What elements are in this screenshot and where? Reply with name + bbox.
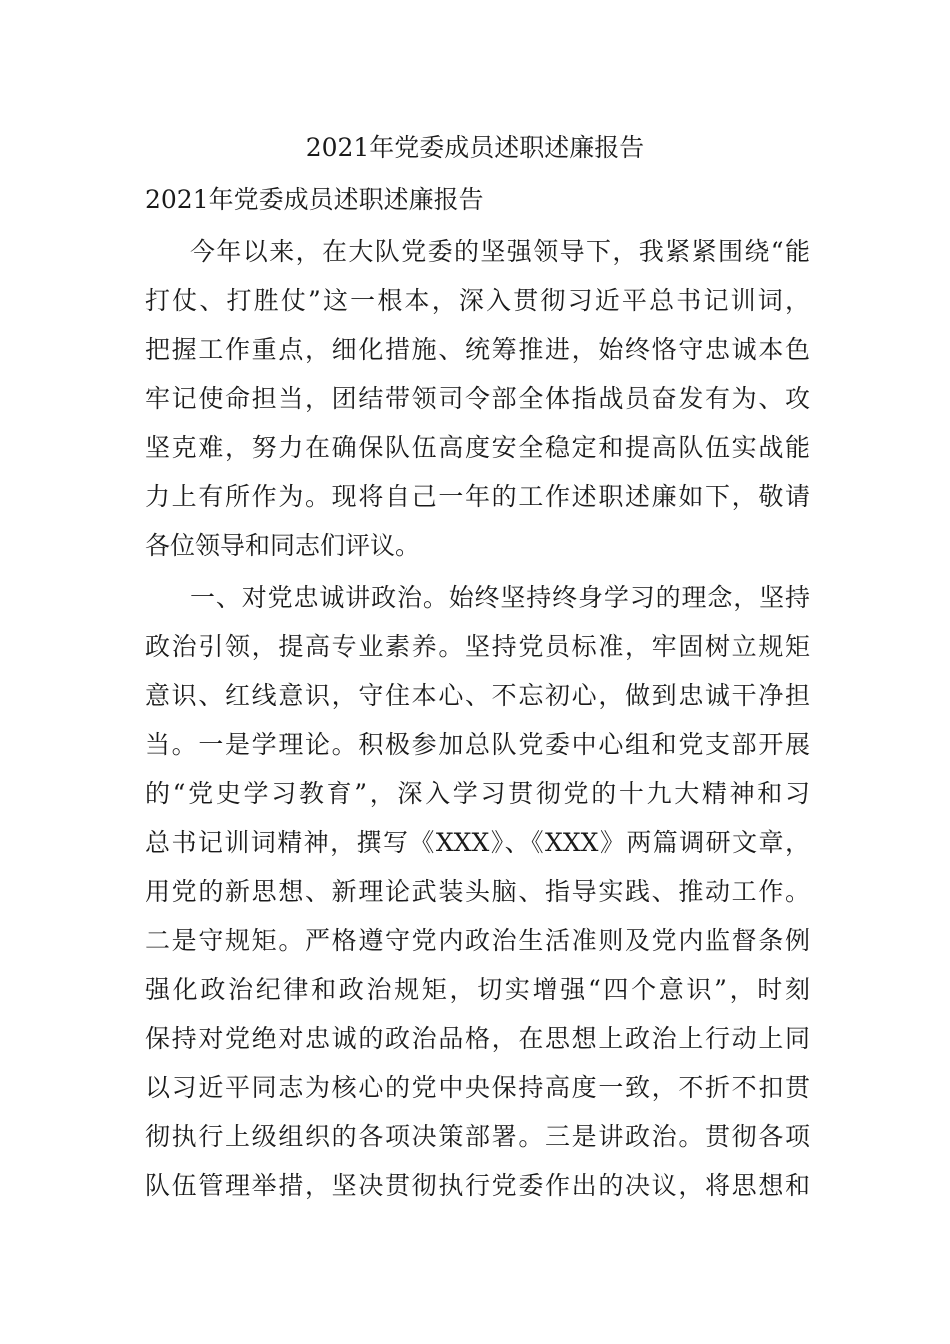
- text-line: 总书记训词精神，撰写《XXX》、《XXX》两篇调研文章，: [145, 828, 810, 857]
- text-line: 用党的新思想、新理论武装头脑、指导实践、推动工作。: [145, 877, 810, 906]
- text-line: 各位领导和同志们评议。: [145, 531, 421, 560]
- text-line: 当。一是学理论。积极参加总队党委中心组和党支部开展: [145, 730, 810, 759]
- document-title: 2021年党委成员述职述廉报告: [305, 133, 645, 162]
- text-line: 力上有所作为。现将自己一年的工作述职述廉如下，敬请: [145, 482, 810, 511]
- text-line: 保持对党绝对忠诚的政治品格，在思想上政治上行动上同: [145, 1024, 810, 1053]
- text-line: 意识、红线意识，守住本心、不忘初心，做到忠诚干净担: [145, 681, 810, 710]
- text-line: 把握工作重点，细化措施、统筹推进，始终恪守忠诚本色: [145, 335, 810, 364]
- text-line: 坚克难，努力在确保队伍高度安全稳定和提高队伍实战能: [145, 433, 810, 462]
- text-line: 政治引领，提高专业素养。坚持党员标准，牢固树立规矩: [145, 632, 810, 661]
- text-line: 牢记使命担当，团结带领司令部全体指战员奋发有为、攻: [145, 384, 810, 413]
- text-line: 队伍管理举措，坚决贯彻执行党委作出的决议，将思想和: [145, 1171, 810, 1200]
- text-line: 彻执行上级组织的各项决策部署。三是讲政治。贯彻各项: [145, 1122, 810, 1151]
- text-line: 打仗、打胜仗”这一根本，深入贯彻习近平总书记训词，: [145, 286, 810, 315]
- text-line: 强化政治纪律和政治规矩，切实增强“四个意识”，时刻: [145, 975, 810, 1004]
- text-line: 今年以来，在大队党委的坚强领导下，我紧紧围绕“能: [190, 237, 810, 266]
- document-subtitle: 2021年党委成员述职述廉报告: [145, 185, 484, 214]
- text-line: 一、对党忠诚讲政治。始终坚持终身学习的理念，坚持: [190, 583, 810, 612]
- text-line: 以习近平同志为核心的党中央保持高度一致，不折不扣贯: [145, 1073, 810, 1102]
- text-line: 的“党史学习教育”，深入学习贯彻党的十九大精神和习: [145, 779, 810, 808]
- text-line: 二是守规矩。严格遵守党内政治生活准则及党内监督条例: [145, 926, 810, 955]
